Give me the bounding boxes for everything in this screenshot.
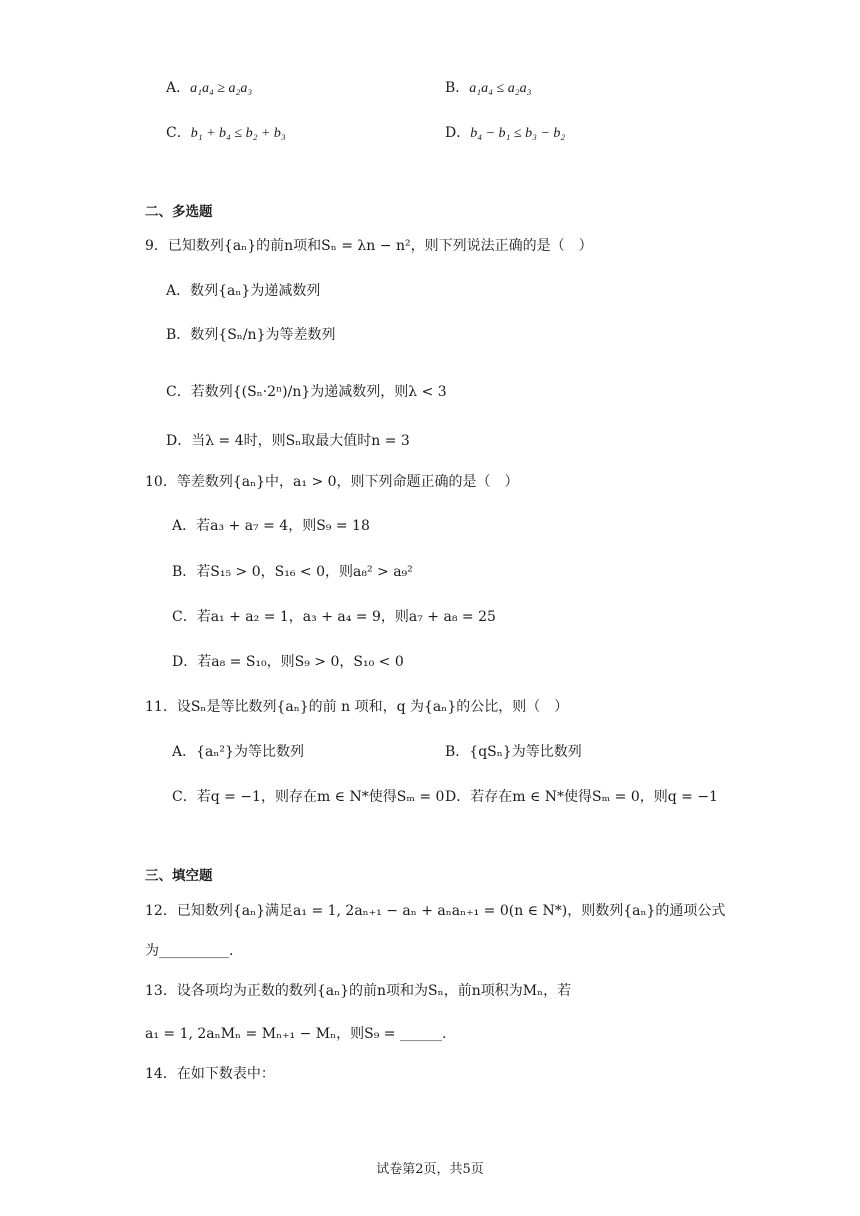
option-expr: a₁a₄ ≤ a₂a₃: [469, 81, 532, 96]
option-expr: b₁ + b₄ ≤ b₂ + b₃: [190, 126, 286, 141]
q14-stem: 14．在如下数表中：: [145, 1066, 275, 1082]
option-label: C．: [166, 125, 191, 141]
option-label: A．: [166, 80, 191, 96]
q11-option-c: C．若q = −1，则存在m ∈ N*使得Sₘ = 0: [172, 789, 445, 805]
q11-option-d: D．若存在m ∈ N*使得Sₘ = 0，则q = −1: [445, 789, 718, 805]
option-expr: a₁a₄ ≥ a₂a₃: [190, 81, 253, 96]
option-label: D．: [445, 125, 471, 141]
option-label: B．: [445, 80, 470, 96]
q11-stem: 11．设Sₙ是等比数列{aₙ}的前 n 项和，q 为{aₙ}的公比，则（ ）: [145, 699, 569, 715]
page-footer: 试卷第2页，共5页: [376, 1162, 484, 1177]
q10-stem: 10．等差数列{aₙ}中，a₁ > 0，则下列命题正确的是（ ）: [145, 474, 519, 490]
section-heading-multi-choice: 二、多选题: [145, 204, 213, 220]
q9-stem: 9．已知数列{aₙ}的前n项和Sₙ = λn − n²，则下列说法正确的是（ ）: [145, 238, 593, 254]
q10-option-d: D．若a₈ = S₁₀，则S₉ > 0，S₁₀ < 0: [172, 654, 404, 670]
section-heading-fill-blank: 三、填空题: [145, 868, 213, 884]
q8-option-c: [166, 123, 286, 144]
q11-option-b: B．{qSₙ}为等比数列: [445, 744, 582, 760]
q12-line2: 为__________.: [145, 943, 234, 959]
q8-option-d: [445, 123, 565, 144]
option-expr: b₄ − b₁ ≤ b₃ − b₂: [470, 126, 566, 141]
q13-line2: a₁ = 1, 2aₙMₙ = Mₙ₊₁ − Mₙ，则S₉ = ______.: [145, 1026, 447, 1042]
q10-option-b: B．若S₁₅ > 0，S₁₆ < 0，则a₈² > a₉²: [172, 564, 413, 580]
q9-option-c: C．若数列{(Sₙ·2ⁿ)/n}为递减数列，则λ < 3: [166, 384, 447, 400]
q10-option-c: C．若a₁ + a₂ = 1，a₃ + a₄ = 9，则a₇ + a₈ = 25: [172, 609, 496, 625]
q12-line1: 12．已知数列{aₙ}满足a₁ = 1, 2aₙ₊₁ − aₙ + aₙaₙ₊₁ = 0(n ∈ N*)，则数列{aₙ}的通项公式: [145, 903, 726, 919]
q11-option-a: A．{aₙ²}为等比数列: [172, 744, 304, 760]
q9-option-d: D．当λ = 4时，则Sₙ取最大值时n = 3: [166, 433, 410, 449]
q9-option-b: B．数列{Sₙ/n}为等差数列: [166, 327, 336, 343]
q8-option-b: [445, 78, 531, 99]
q8-option-a: [166, 78, 252, 99]
q13-line1: 13．设各项均为正数的数列{aₙ}的前n项和为Sₙ，前n项积为Mₙ，若: [145, 983, 572, 999]
q9-option-a: A．数列{aₙ}为递减数列: [166, 283, 321, 299]
q10-option-a: A．若a₃ + a₇ = 4，则S₉ = 18: [172, 518, 370, 534]
